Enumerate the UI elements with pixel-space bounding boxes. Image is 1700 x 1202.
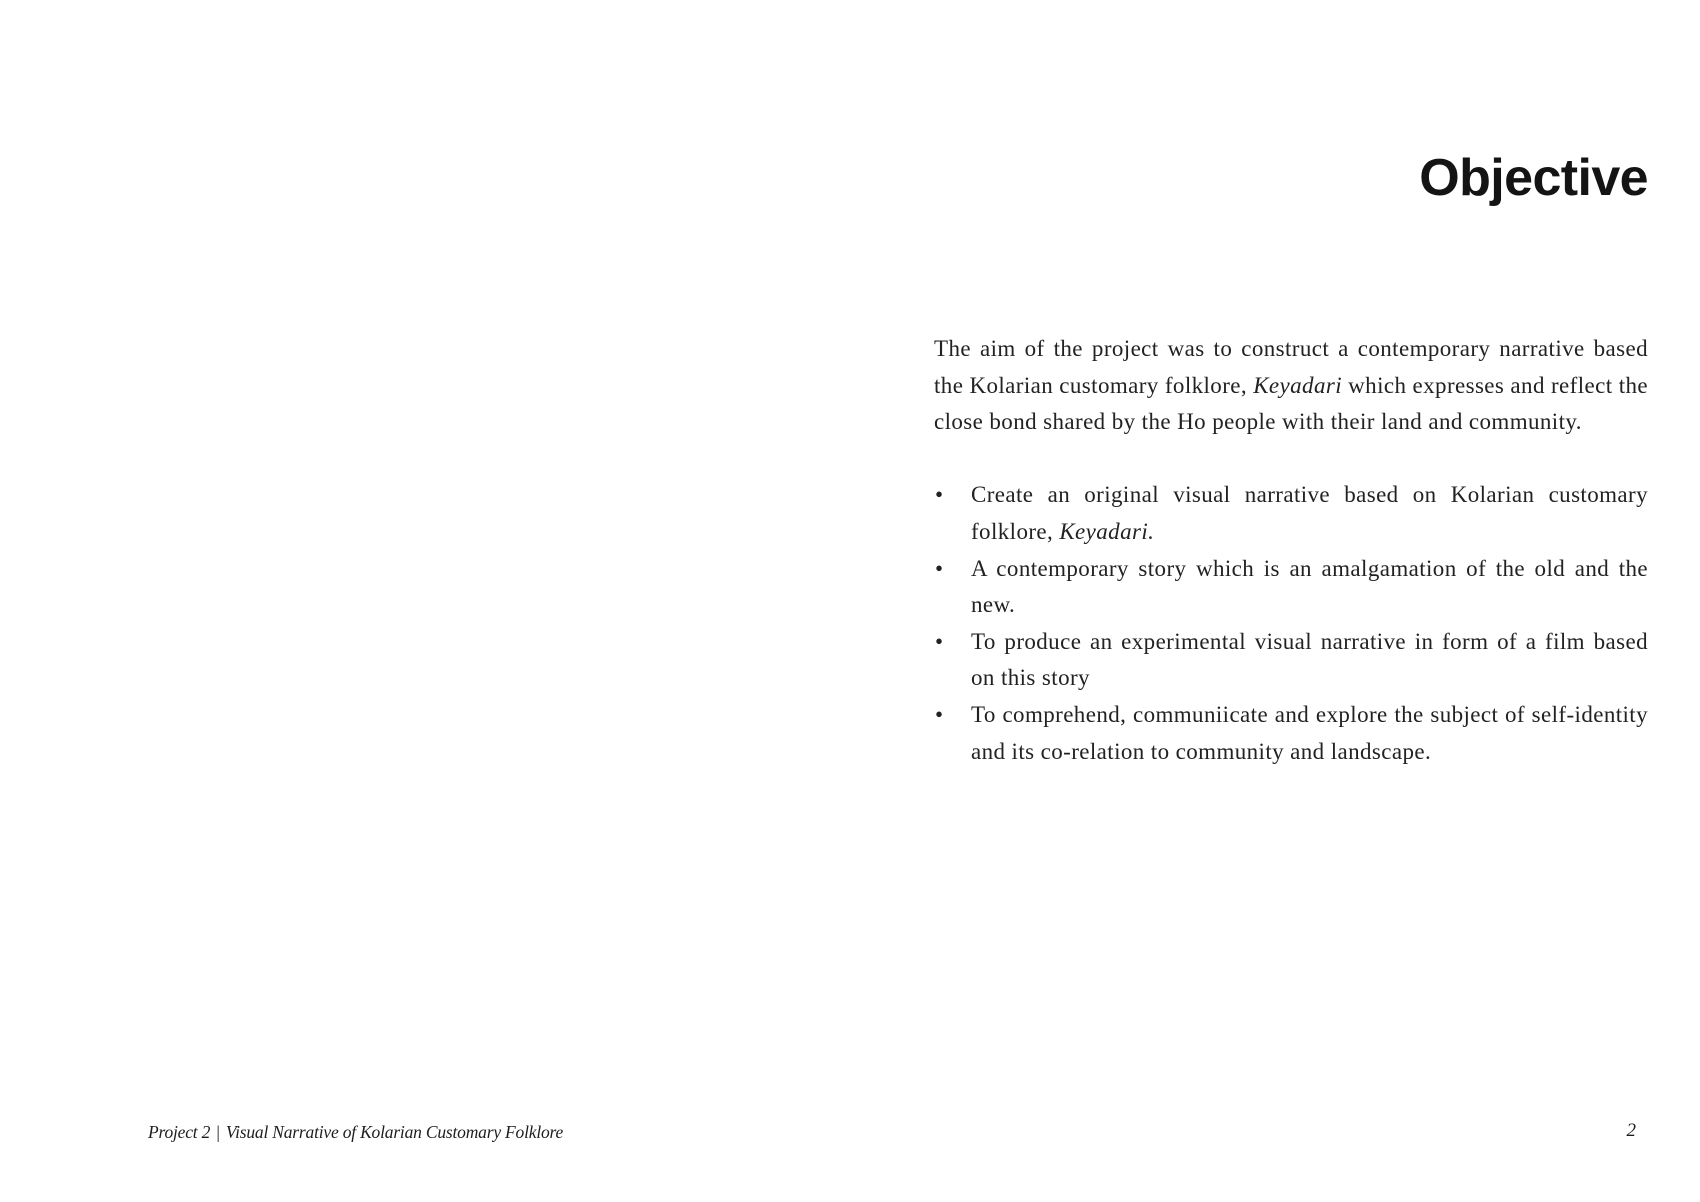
objectives-list — [934, 477, 1648, 770]
bullet-icon: • — [935, 628, 944, 654]
objective-text: To produce an experimental visual narrative in form of a film based on this story — [971, 628, 1648, 691]
page-footer — [148, 1121, 563, 1143]
list-item — [934, 624, 1648, 697]
list-item — [934, 697, 1648, 770]
objective-content — [934, 331, 1648, 770]
intro-paragraph — [934, 331, 1648, 441]
objective-text: Create an original visual narrative based on Kolarian customary folklore, — [971, 482, 1648, 544]
bullet-icon: • — [935, 555, 944, 581]
bullet-icon: • — [935, 701, 944, 727]
footer-title: Visual Narrative of Kolarian Customary Folklore — [225, 1122, 564, 1142]
footer-project-label: Project 2 — [148, 1122, 211, 1142]
intro-text-after: which expresses and reflect the close bond shared by the Ho people with their land and community. — [934, 372, 1648, 435]
objective-italic-term: Keyadari. — [1059, 518, 1155, 544]
page-title: Objective — [1419, 149, 1648, 207]
footer-separator: | — [216, 1122, 220, 1142]
objective-text: To comprehend, communiicate and explore the subject of self-identity and its co-relation to community and landscape. — [971, 701, 1648, 764]
intro-italic-term: Keyadari — [1253, 372, 1342, 398]
bullet-icon: • — [935, 482, 944, 508]
objective-text: A contemporary story which is an amalgamation of the old and the new. — [971, 555, 1648, 618]
list-item — [934, 477, 1648, 550]
page-number: 2 — [1626, 1120, 1636, 1141]
intro-text-before: The aim of the project was to construct a contemporary narrative based the Kolarian customary folklore, — [934, 336, 1648, 398]
list-item — [934, 551, 1648, 624]
